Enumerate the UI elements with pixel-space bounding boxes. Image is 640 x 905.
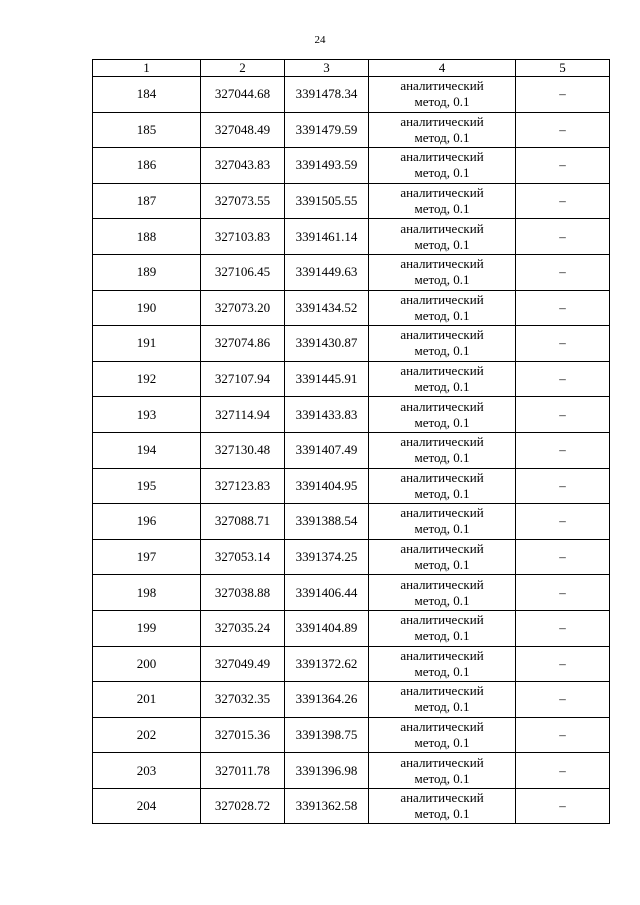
x-coordinate-cell: 327130.48 [201,432,285,468]
method-line-2: метод, 0.1 [414,307,470,323]
method-cell [369,432,516,468]
method-line-1: аналитический [400,683,484,699]
method-line-1: аналитический [400,398,484,414]
y-coordinate-cell: 3391493.59 [285,148,369,184]
table-row [93,539,610,575]
column-5-cell: – [516,219,610,255]
method-cell [369,112,516,148]
table-row [93,290,610,326]
y-coordinate-cell: 3391374.25 [285,539,369,575]
method-line-1: аналитический [400,363,484,379]
point-number-cell: 188 [93,219,201,255]
method-line-2: метод, 0.1 [414,663,470,679]
y-coordinate-cell: 3391404.89 [285,610,369,646]
method-line-1: аналитический [400,327,484,343]
method-line-2: метод, 0.1 [414,770,470,786]
x-coordinate-cell: 327073.20 [201,290,285,326]
x-coordinate-cell: 327048.49 [201,112,285,148]
method-cell [369,77,516,113]
table-row [93,646,610,682]
point-number-cell: 186 [93,148,201,184]
y-coordinate-cell: 3391505.55 [285,183,369,219]
point-number-cell: 198 [93,575,201,611]
point-number-cell: 192 [93,361,201,397]
y-coordinate-cell: 3391398.75 [285,717,369,753]
method-cell [369,575,516,611]
table-row [93,183,610,219]
method-line-1: аналитический [400,718,484,734]
method-line-1: аналитический [400,185,484,201]
method-line-2: метод, 0.1 [414,592,470,608]
y-coordinate-cell: 3391433.83 [285,397,369,433]
method-cell [369,610,516,646]
method-line-2: метод, 0.1 [414,343,470,359]
coordinates-table [92,59,610,824]
method-cell [369,539,516,575]
method-cell [369,717,516,753]
x-coordinate-cell: 327073.55 [201,183,285,219]
y-coordinate-cell: 3391461.14 [285,219,369,255]
point-number-cell: 200 [93,646,201,682]
method-cell [369,183,516,219]
method-line-2: метод, 0.1 [414,129,470,145]
method-line-2: метод, 0.1 [414,485,470,501]
point-number-cell: 204 [93,788,201,824]
point-number-cell: 201 [93,682,201,718]
y-coordinate-cell: 3391430.87 [285,326,369,362]
table-row [93,610,610,646]
point-number-cell: 190 [93,290,201,326]
table-row [93,77,610,113]
method-cell [369,361,516,397]
y-coordinate-cell: 3391364.26 [285,682,369,718]
point-number-cell: 193 [93,397,201,433]
x-coordinate-cell: 327107.94 [201,361,285,397]
column-5-cell: – [516,326,610,362]
table-row [93,361,610,397]
column-5-cell: – [516,254,610,290]
method-line-2: метод, 0.1 [414,557,470,573]
method-line-1: аналитический [400,291,484,307]
method-line-2: метод, 0.1 [414,272,470,288]
method-line-2: метод, 0.1 [414,450,470,466]
column-5-cell: – [516,148,610,184]
column-5-cell: – [516,183,610,219]
method-cell [369,219,516,255]
x-coordinate-cell: 327088.71 [201,504,285,540]
method-line-2: метод, 0.1 [414,379,470,395]
method-line-1: аналитический [400,576,484,592]
method-cell [369,646,516,682]
method-cell [369,682,516,718]
method-line-1: аналитический [400,612,484,628]
y-coordinate-cell: 3391404.95 [285,468,369,504]
table-row [93,432,610,468]
y-coordinate-cell: 3391407.49 [285,432,369,468]
x-coordinate-cell: 327028.72 [201,788,285,824]
table-row [93,468,610,504]
point-number-cell: 194 [93,432,201,468]
method-line-1: аналитический [400,149,484,165]
method-line-1: аналитический [400,434,484,450]
x-coordinate-cell: 327043.83 [201,148,285,184]
method-cell [369,148,516,184]
x-coordinate-cell: 327035.24 [201,610,285,646]
header-col-3: 3 [285,60,369,77]
column-5-cell: – [516,468,610,504]
column-5-cell: – [516,361,610,397]
point-number-cell: 187 [93,183,201,219]
method-line-1: аналитический [400,790,484,806]
method-line-1: аналитический [400,647,484,663]
method-line-2: метод, 0.1 [414,236,470,252]
method-line-2: метод, 0.1 [414,699,470,715]
table-row [93,504,610,540]
x-coordinate-cell: 327049.49 [201,646,285,682]
x-coordinate-cell: 327015.36 [201,717,285,753]
point-number-cell: 196 [93,504,201,540]
y-coordinate-cell: 3391478.34 [285,77,369,113]
column-5-cell: – [516,788,610,824]
method-line-1: аналитический [400,505,484,521]
method-line-2: метод, 0.1 [414,414,470,430]
method-line-1: аналитический [400,256,484,272]
table-row [93,254,610,290]
method-line-2: метод, 0.1 [414,628,470,644]
method-line-1: аналитический [400,754,484,770]
method-line-1: аналитический [400,113,484,129]
x-coordinate-cell: 327011.78 [201,753,285,789]
x-coordinate-cell: 327123.83 [201,468,285,504]
y-coordinate-cell: 3391449.63 [285,254,369,290]
method-line-2: метод, 0.1 [414,201,470,217]
method-cell [369,753,516,789]
method-cell [369,504,516,540]
point-number-cell: 191 [93,326,201,362]
table-row [93,717,610,753]
header-col-2: 2 [201,60,285,77]
x-coordinate-cell: 327103.83 [201,219,285,255]
y-coordinate-cell: 3391372.62 [285,646,369,682]
y-coordinate-cell: 3391396.98 [285,753,369,789]
header-row [93,60,610,77]
method-cell [369,290,516,326]
method-line-1: аналитический [400,220,484,236]
header-col-1: 1 [93,60,201,77]
method-cell [369,254,516,290]
x-coordinate-cell: 327106.45 [201,254,285,290]
column-5-cell: – [516,112,610,148]
point-number-cell: 185 [93,112,201,148]
table-row [93,112,610,148]
table-header [93,60,610,77]
table-row [93,219,610,255]
x-coordinate-cell: 327074.86 [201,326,285,362]
method-line-2: метод, 0.1 [414,521,470,537]
column-5-cell: – [516,397,610,433]
column-5-cell: – [516,646,610,682]
column-5-cell: – [516,504,610,540]
point-number-cell: 202 [93,717,201,753]
header-col-4: 4 [369,60,516,77]
point-number-cell: 199 [93,610,201,646]
column-5-cell: – [516,575,610,611]
method-cell [369,468,516,504]
method-cell [369,397,516,433]
y-coordinate-cell: 3391479.59 [285,112,369,148]
method-cell [369,326,516,362]
method-line-2: метод, 0.1 [414,165,470,181]
table-row [93,148,610,184]
column-5-cell: – [516,717,610,753]
method-cell [369,788,516,824]
page-number: 24 [314,34,326,46]
x-coordinate-cell: 327038.88 [201,575,285,611]
table-row [93,575,610,611]
header-col-5: 5 [516,60,610,77]
table-row [93,788,610,824]
column-5-cell: – [516,432,610,468]
table-row [93,682,610,718]
column-5-cell: – [516,753,610,789]
point-number-cell: 195 [93,468,201,504]
table-row [93,753,610,789]
y-coordinate-cell: 3391362.58 [285,788,369,824]
y-coordinate-cell: 3391406.44 [285,575,369,611]
method-line-2: метод, 0.1 [414,94,470,110]
point-number-cell: 189 [93,254,201,290]
column-5-cell: – [516,682,610,718]
y-coordinate-cell: 3391445.91 [285,361,369,397]
column-5-cell: – [516,610,610,646]
method-line-1: аналитический [400,469,484,485]
column-5-cell: – [516,77,610,113]
table-row [93,326,610,362]
x-coordinate-cell: 327044.68 [201,77,285,113]
method-line-2: метод, 0.1 [414,734,470,750]
column-5-cell: – [516,290,610,326]
point-number-cell: 203 [93,753,201,789]
point-number-cell: 197 [93,539,201,575]
method-line-1: аналитический [400,541,484,557]
x-coordinate-cell: 327032.35 [201,682,285,718]
column-5-cell: – [516,539,610,575]
method-line-2: метод, 0.1 [414,806,470,822]
table-body [93,77,610,824]
point-number-cell: 184 [93,77,201,113]
y-coordinate-cell: 3391388.54 [285,504,369,540]
method-line-1: аналитический [400,78,484,94]
y-coordinate-cell: 3391434.52 [285,290,369,326]
table-row [93,397,610,433]
x-coordinate-cell: 327053.14 [201,539,285,575]
x-coordinate-cell: 327114.94 [201,397,285,433]
